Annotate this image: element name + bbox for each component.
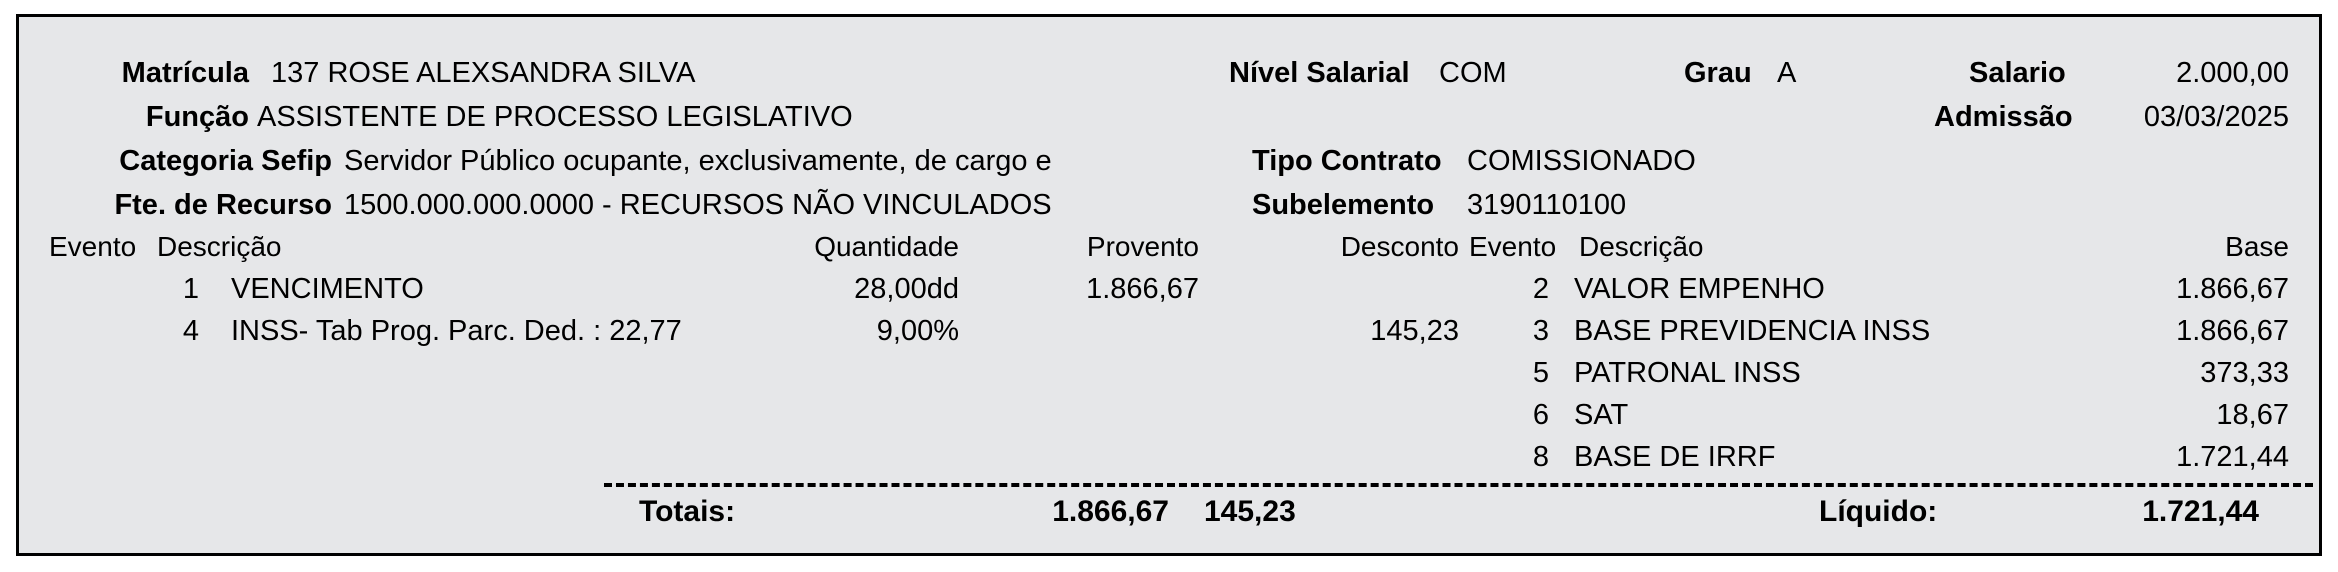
subelemento-value: 3190110100: [1467, 189, 1627, 221]
categoria-sefip-label: Categoria Sefip: [119, 145, 332, 177]
funcao-value: ASSISTENTE DE PROCESSO LEGISLATIVO: [257, 101, 853, 133]
table-row-evento: 1: [182, 273, 199, 305]
table-row-base: 1.866,67: [2176, 315, 2289, 347]
liquido-label: Líquido:: [1819, 495, 1938, 528]
subelemento-label: Subelemento: [1252, 189, 1435, 221]
right-col-header-evento: Evento: [1469, 231, 1557, 262]
left-col-header-evento: Evento: [49, 231, 137, 262]
totals-separator: [604, 483, 2313, 487]
categoria-sefip-value: Servidor Público ocupante, exclusivamente, de cargo e: [344, 145, 1052, 177]
tipo-contrato-label: Tipo Contrato: [1252, 145, 1442, 177]
table-row-evento: 5: [1532, 357, 1549, 389]
events-tables: [49, 231, 2289, 473]
payslip-card: [16, 14, 2322, 556]
totals-label: Totais:: [639, 495, 736, 528]
table-row-quantidade: 9,00%: [876, 315, 959, 347]
table-row-base: 18,67: [2216, 399, 2289, 431]
table-row-descricao: INSS- Tab Prog. Parc. Ded. : 22,77: [231, 315, 682, 347]
right-col-header-base: Base: [2225, 231, 2289, 262]
nivel-salarial-value: COM: [1439, 57, 1507, 89]
table-row-descricao: VALOR EMPENHO: [1574, 273, 1825, 305]
table-row-base: 373,33: [2200, 357, 2289, 389]
table-row-base: 1.721,44: [2176, 441, 2289, 473]
nivel-salarial-label: Nível Salarial: [1229, 57, 1410, 89]
table-row-descricao: BASE PREVIDENCIA INSS: [1574, 315, 1931, 347]
left-col-header-provento: Provento: [1086, 231, 1199, 262]
liquido-value: 1.721,44: [2142, 495, 2259, 528]
fonte-recurso-value: 1500.000.000.0000 - RECURSOS NÃO VINCULADOS: [344, 189, 1052, 221]
table-row-descricao: SAT: [1574, 399, 1629, 431]
table-row-evento: 6: [1532, 399, 1549, 431]
totals-desconto: 145,23: [1204, 495, 1296, 528]
table-row-evento: 8: [1532, 441, 1549, 473]
grau-label: Grau: [1684, 57, 1752, 89]
table-row-desconto: 145,23: [1370, 315, 1459, 347]
table-row-quantidade: 28,00dd: [854, 273, 959, 305]
table-row-evento: 4: [182, 315, 199, 347]
salario-label: Salario: [1969, 57, 2066, 89]
table-row-evento: 3: [1532, 315, 1549, 347]
left-col-header-quantidade: Quantidade: [814, 231, 959, 262]
totals-provento: 1.866,67: [1052, 495, 1169, 528]
left-col-header-desconto: Desconto: [1340, 231, 1459, 262]
table-row-provento: 1.866,67: [1086, 273, 1199, 305]
matricula-label: Matrícula: [121, 57, 249, 89]
admissao-label: Admissão: [1934, 101, 2073, 133]
right-col-header-descricao: Descrição: [1579, 231, 1704, 262]
totals-row: [19, 495, 2319, 535]
funcao-label: Função: [145, 101, 249, 133]
table-row-descricao: BASE DE IRRF: [1574, 441, 1776, 473]
matricula-value: 137 ROSE ALEXSANDRA SILVA: [271, 57, 696, 89]
table-row-descricao: PATRONAL INSS: [1574, 357, 1801, 389]
table-row-base: 1.866,67: [2176, 273, 2289, 305]
admissao-value: 03/03/2025: [2143, 101, 2289, 133]
tipo-contrato-value: COMISSIONADO: [1467, 145, 1696, 177]
table-row-evento: 2: [1532, 273, 1549, 305]
table-row-descricao: VENCIMENTO: [231, 273, 424, 305]
employee-header: [49, 39, 2289, 229]
left-col-header-descricao: Descrição: [157, 231, 282, 262]
grau-value: A: [1777, 57, 1797, 89]
fonte-recurso-label: Fte. de Recurso: [114, 189, 332, 221]
salario-value: 2.000,00: [2176, 57, 2289, 89]
